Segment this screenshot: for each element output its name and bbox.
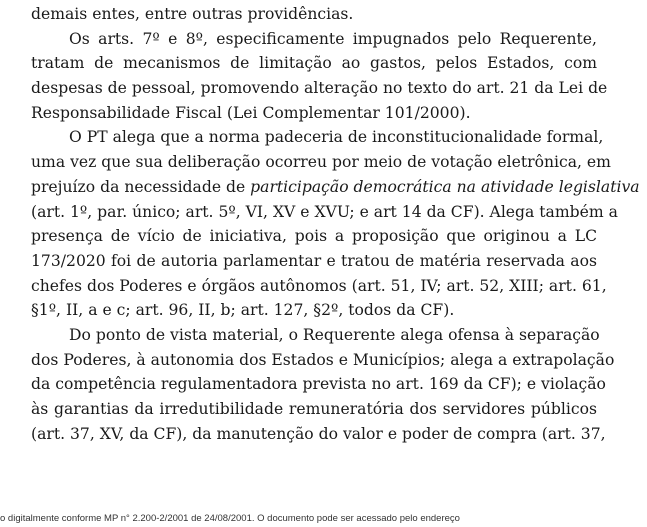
text-line: Do ponto de vista material, o Requerente alega ofensa à separação: [69, 325, 600, 344]
text-line: (art. 37, XV, da CF), da manutenção do valor e poder de compra (art. 37,: [31, 424, 606, 443]
text-line: Os arts. 7º e 8º, especificamente impugnados pelo Requerente,: [69, 29, 597, 48]
text-segment: prejuízo da necessidade de: [31, 177, 251, 196]
text-line: dos Poderes, à autonomia dos Estados e Municípios; alega a extrapolação: [31, 350, 615, 369]
text-line: (art. 1º, par. único; art. 5º, VI, XV e XVU; e art 14 da CF). Alega também a: [31, 202, 618, 221]
text-line: chefes dos Poderes e órgãos autônomos (art. 51, IV; art. 52, XIII; art. 61,: [31, 276, 607, 295]
text-line: presença de vício de iniciativa, pois a proposição que originou a LC: [31, 227, 597, 246]
text-line: [31, 175, 640, 200]
text-line: uma vez que sua deliberação ocorreu por meio de votação eletrônica, em: [31, 153, 611, 172]
text-line: demais entes, entre outras providências.: [31, 5, 354, 23]
text-line: tratam de mecanismos de limitação ao gastos, pelos Estados, com: [31, 54, 597, 73]
document-body: [31, 2, 640, 446]
text-line: da competência regulamentadora prevista no art. 169 da CF); e violação: [31, 375, 606, 394]
text-line: §1º, II, a e c; art. 96, II, b; art. 127, §2º, todos da CF).: [31, 301, 455, 320]
text-line: às garantias da irredutibilidade remuneratória dos servidores públicos: [31, 400, 597, 418]
italic-text-segment: participação democrática na atividade legislativa: [250, 177, 640, 196]
text-line: despesas de pessoal, promovendo alteração no texto do art. 21 da Lei de: [31, 79, 608, 98]
footer-notice: o digitalmente conforme MP n° 2.200-2/2001 de 24/08/2001. O documento pode ser acessado pelo endereço: [0, 513, 460, 524]
text-line: 173/2020 foi de autoria parlamentar e tratou de matéria reservada aos: [31, 251, 597, 270]
text-line: Responsabilidade Fiscal (Lei Complementar 101/2000).: [31, 103, 471, 122]
text-line: O PT alega que a norma padeceria de inconstitucionalidade formal,: [69, 128, 604, 147]
